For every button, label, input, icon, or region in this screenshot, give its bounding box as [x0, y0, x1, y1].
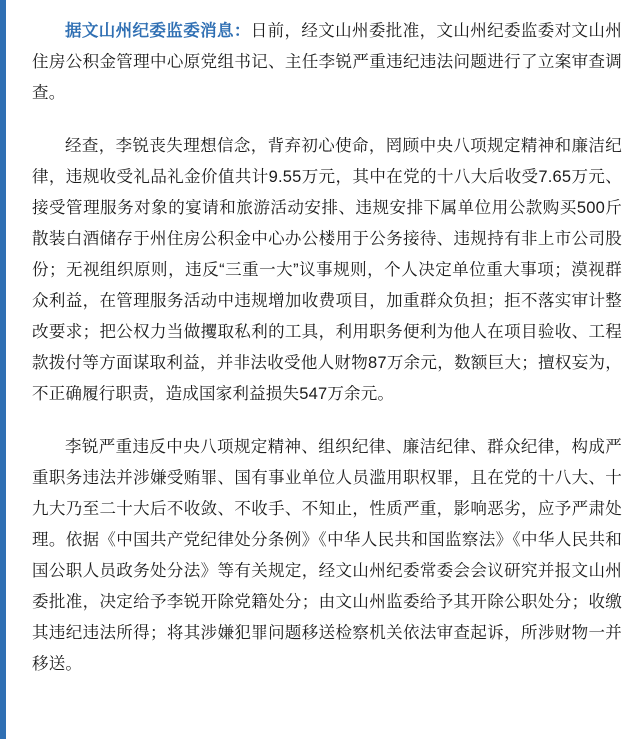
paragraph-1: [32, 16, 622, 109]
paragraph-2-text: 经查，李锐丧失理想信念，背弃初心使命，罔顾中央八项规定精神和廉洁纪律，违规收受礼品礼金价值共计9.55万元，其中在党的十八大后收受7.65万元、接受管理服务对象的宴请和旅游活动安排、违规安排下属单位用公款购买500斤散装白酒储存于州住房公积金中心办公楼用于公务接待、违规持有非上市公司股份；无视组织原则，违反“三重一大”议事规则，个人决定单位重大事项；漠视群众利益，在管理服务活动中违规增加收费项目，加重群众负担；拒不落实审计整改要求；把公权力当做攫取私利的工具，利用职务便利为他人在项目验收、工程款拨付等方面谋取利益，并非法收受他人财物87万余元，数额巨大；擅权妄为，不正确履行职责，造成国家利益损失547万余元。: [32, 137, 622, 403]
paragraph-1-text: 日前，经文山州委批准，文山州纪委监委对文山州住房公积金管理中心原党组书记、主任李锐严重违纪违法问题进行了立案审查调查。: [32, 22, 623, 102]
paragraph-3: [32, 432, 622, 680]
paragraph-2: [32, 131, 622, 410]
paragraph-3-text: 李锐严重违反中央八项规定精神、组织纪律、廉洁纪律、群众纪律，构成严重职务违法并涉嫌受贿罪、国有事业单位人员滥用职权罪，且在党的十八大、十九大乃至二十大后不收敛、不收手、不知止，性质严重，影响恶劣，应予严肃处理。依据《中国共产党纪律处分条例》《中华人民共和国监察法》《中华人民共和国公职人员政务处分法》等有关规定，经文山州纪委常委会会议研究并报文山州委批准，决定给予李锐开除党籍处分；由文山州监委给予其开除公职处分；收缴其违纪违法所得；将其涉嫌犯罪问题移送检察机关依法审查起诉，所涉财物一并移送。: [32, 438, 622, 673]
paragraph-1-lead: 据文山州纪委监委消息：: [65, 22, 251, 40]
article-body: [6, 0, 640, 739]
